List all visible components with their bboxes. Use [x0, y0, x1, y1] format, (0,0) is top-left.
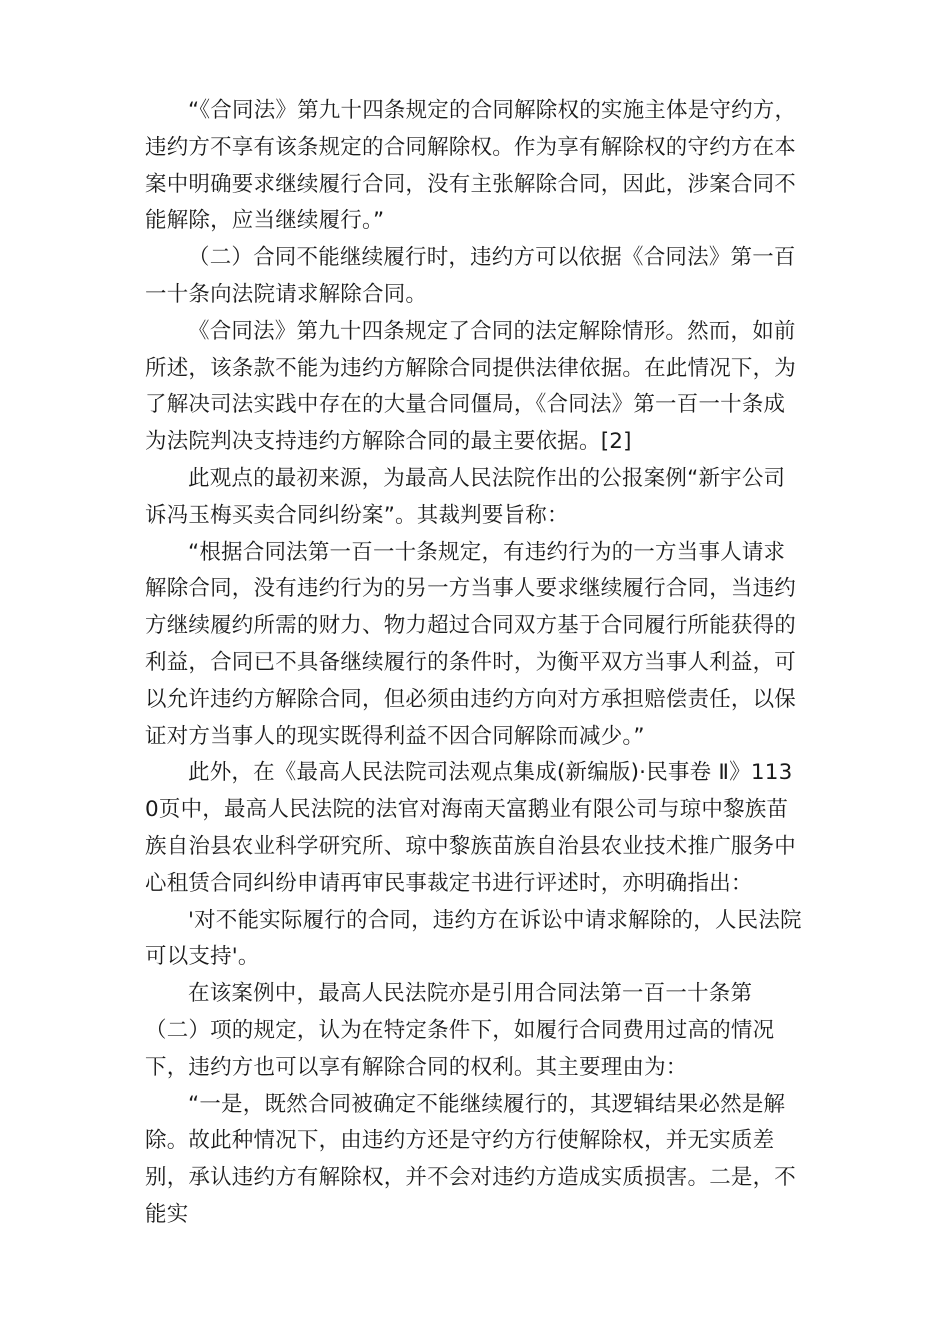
body-paragraph-2: 此观点的最初来源，为最高人民法院作出的公报案例“新宇公司诉冯玉梅买卖合同纠纷案”。其裁判要旨称：: [145, 465, 786, 528]
body-paragraph-3: 此外，在《最高人民法院司法观点集成(新编版)·民事卷 Ⅱ》1130页中，最高人民法院的法官对海南天富鹅业有限公司与琼中黎族苗族自治县农业科学研究所、琼中黎族苗族自治县农业技术推广服务中心租赁合同纠纷申请再审民事裁定书进行评述时，亦明确指出：: [145, 760, 797, 896]
quote-paragraph-3: '对不能实际履行的合同，违约方在诉讼中请求解除的，人民法院可以支持'。: [145, 907, 802, 970]
body-paragraph-1: 《合同法》第九十四条规定了合同的法定解除情形。然而，如前所述，该条款不能为违约方解除合同提供法律依据。在此情况下，为了解决司法实践中存在的大量合同僵局，《合同法》第一百一十条成为法院判决支持违约方解除合同的最主要依据。[2]: [145, 318, 797, 455]
quote-paragraph-2: “根据合同法第一百一十条规定，有违约行为的一方当事人请求解除合同，没有违约行为的另一方当事人要求继续履行合同，当违约方继续履约所需的财力、物力超过合同双方基于合同履行所能获得的利益，合同已不具备继续履行的条件时，为衡平双方当事人利益，可以允许违约方解除合同，但必须由违约方向对方承担赔偿责任，以保证对方当事人的现实既得利益不因合同解除而减少。”: [145, 539, 797, 749]
quote-paragraph-1: “《合同法》第九十四条规定的合同解除权的实施主体是守约方，违约方不享有该条规定的合同解除权。作为享有解除权的守约方在本案中明确要求继续履行合同，没有主张解除合同，因此，涉案合同不能解除，应当继续履行。”: [145, 98, 797, 234]
document-page: [145, 93, 805, 1234]
body-paragraph-4: 在该案例中，最高人民法院亦是引用合同法第一百一十条第（二）项的规定，认为在特定条件下，如履行合同费用过高的情况下，违约方也可以享有解除合同的权利。其主要理由为：: [145, 981, 775, 1080]
quote-paragraph-4: “一是，既然合同被确定不能继续履行的，其逻辑结果必然是解除。故此种情况下，由违约方还是守约方行使解除权，并无实质差别，承认违约方有解除权，并不会对违约方造成实质损害。二是，不能实: [145, 1091, 797, 1227]
section-heading-2: （二）合同不能继续履行时，违约方可以依据《合同法》第一百一十条向法院请求解除合同。: [145, 245, 796, 307]
